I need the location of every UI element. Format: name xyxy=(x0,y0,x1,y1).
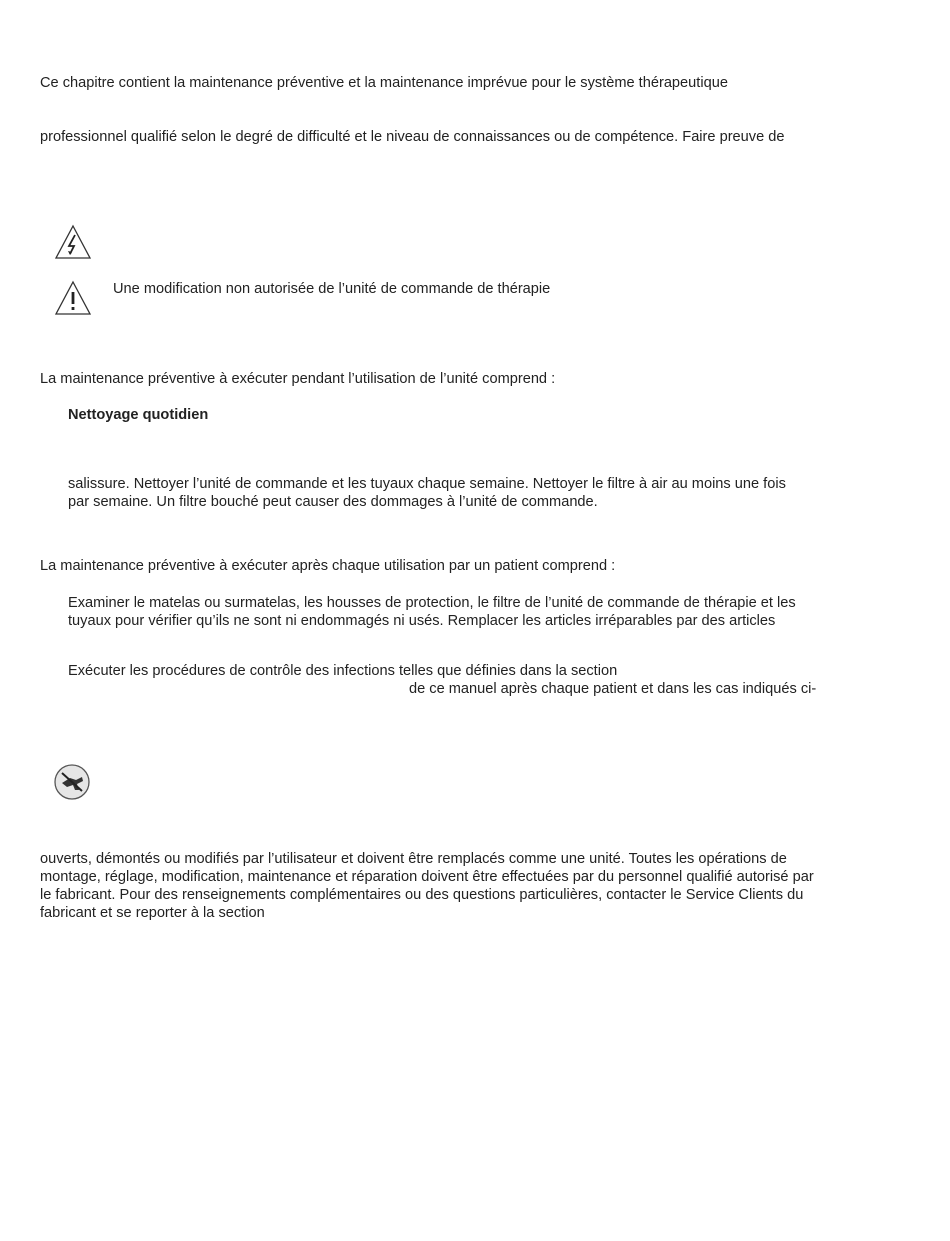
service-line-1: ouverts, démontés ou modifiés par l’utilisateur et doivent être remplacés comme une unité. Toutes les opérations de xyxy=(40,851,787,867)
service-line-3: le fabricant. Pour des renseignements complémentaires ou des questions particulières, contacter le Service Clients du xyxy=(40,887,804,903)
patient-item-1-line-2: tuyaux pour vérifier qu’ils ne sont ni endommagés ni usés. Remplacer les articles irréparables par des articles xyxy=(68,613,776,629)
preventive-use-line-1: salissure. Nettoyer l’unité de commande et les tuyaux chaque semaine. Nettoyer le filtre à air au moins une fois xyxy=(68,476,786,492)
no-user-serviceable-parts-icon xyxy=(53,763,91,801)
preventive-use-heading: La maintenance préventive à exécuter pendant l’utilisation de l’unité comprend : xyxy=(40,371,556,387)
service-line-2: montage, réglage, modification, maintenance et réparation doivent être effectuées par du personnel qualifié autorisé par xyxy=(40,869,814,885)
preventive-use-line-2: par semaine. Un filtre bouché peut causer des dommages à l’unité de commande. xyxy=(68,494,598,510)
caution-icon xyxy=(54,280,92,316)
patient-item-2-line-1: Exécuter les procédures de contrôle des infections telles que définies dans la section xyxy=(68,663,618,679)
electrical-hazard-icon xyxy=(54,224,92,260)
intro-line-2: professionnel qualifié selon le degré de difficulté et le niveau de connaissances ou de compétence. Faire preuve de xyxy=(40,129,785,145)
daily-cleaning-subheading: Nettoyage quotidien xyxy=(68,407,209,423)
caution-text: Une modification non autorisée de l’unité de commande de thérapie xyxy=(113,281,551,297)
patient-item-1-line-1: Examiner le matelas ou surmatelas, les housses de protection, le filtre de l’unité de commande de thérapie et les xyxy=(68,595,796,611)
preventive-patient-heading: La maintenance préventive à exécuter après chaque utilisation par un patient comprend : xyxy=(40,558,616,574)
service-line-4: fabricant et se reporter à la section xyxy=(40,905,265,921)
intro-line-1: Ce chapitre contient la maintenance préventive et la maintenance imprévue pour le système thérapeutique xyxy=(40,75,728,91)
patient-item-2-line-2: de ce manuel après chaque patient et dans les cas indiqués ci- xyxy=(409,681,817,697)
